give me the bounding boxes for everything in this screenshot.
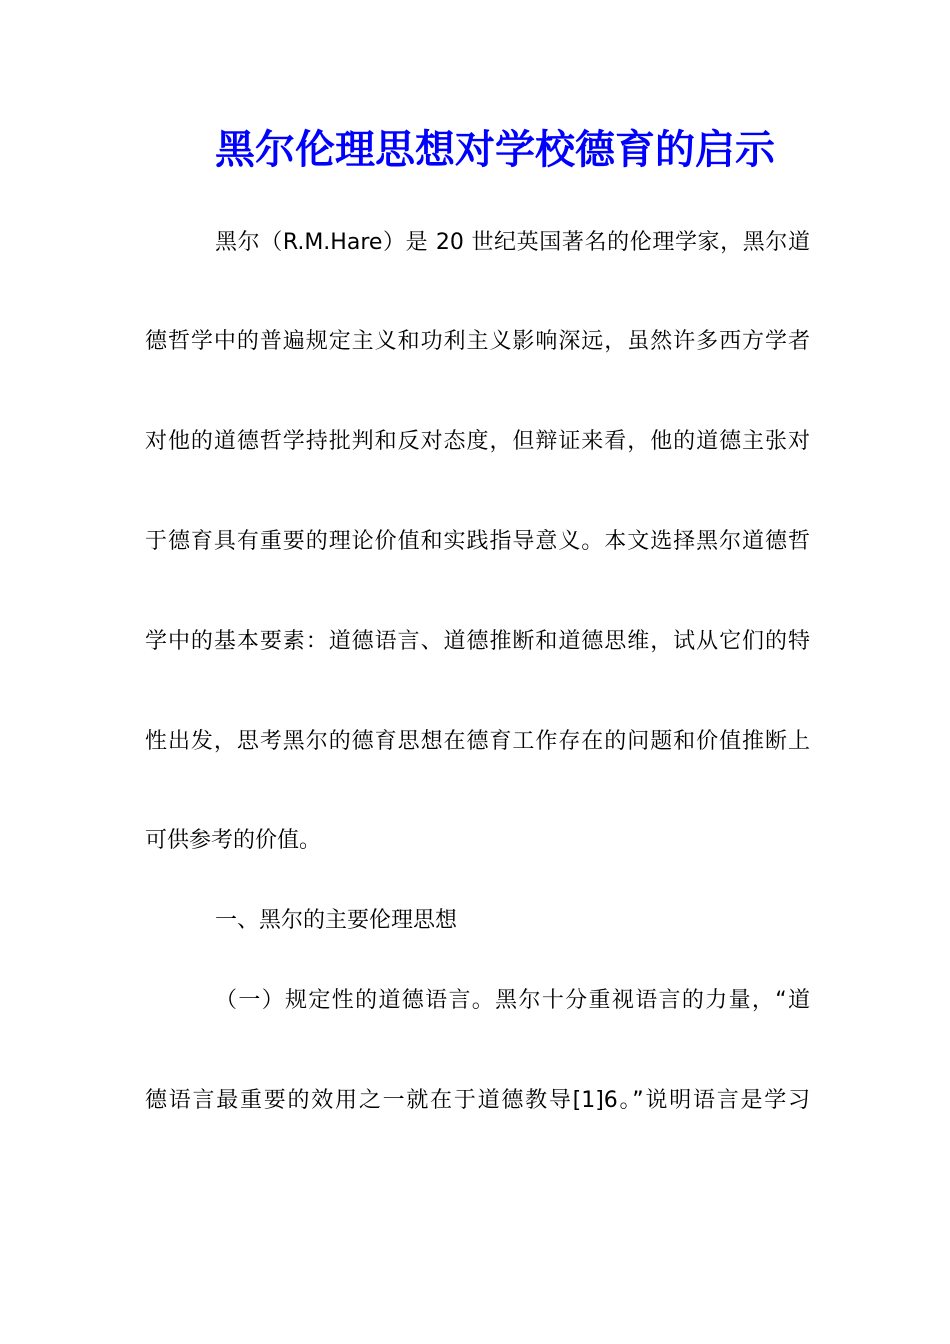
paragraph-line: 于德育具有重要的理论价值和实践指导意义。本文选择黑尔道德哲 [145, 529, 810, 554]
paragraph-line: 黑尔（R.M.Hare）是 20 世纪英国著名的伦理学家，黑尔道 [215, 230, 810, 255]
paragraph-line: 学中的基本要素：道德语言、道德推断和道德思维，试从它们的特 [145, 629, 810, 654]
paragraph-line: 可供参考的价值。 [145, 828, 322, 853]
subsection-line: 德语言最重要的效用之一就在于道德教导[1]6。”说明语言是学习 [145, 1088, 810, 1113]
paragraph-line: 性出发，思考黑尔的德育思想在德育工作存在的问题和价值推断上 [145, 729, 810, 754]
subsection-line: （一）规定性的道德语言。黑尔十分重视语言的力量，“道 [215, 988, 810, 1013]
document-title: 黑尔伦理思想对学校德育的启示 [215, 126, 775, 173]
section-heading: 一、黑尔的主要伦理思想 [215, 908, 458, 933]
paragraph-line: 对他的道德哲学持批判和反对态度，但辩证来看，他的道德主张对 [145, 429, 810, 454]
paragraph-line: 德哲学中的普遍规定主义和功利主义影响深远，虽然许多西方学者 [145, 329, 810, 354]
